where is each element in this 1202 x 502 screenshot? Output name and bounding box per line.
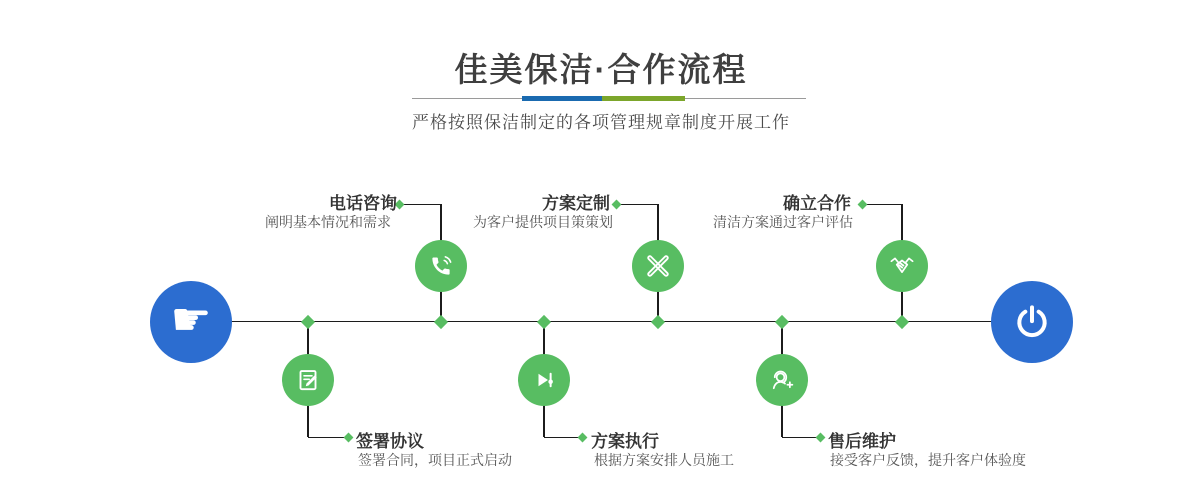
step-desc: 为客户提供项目策策划 [473,214,613,230]
step-title: 方案定制 [542,194,610,213]
step-title: 方案执行 [591,432,659,451]
step-circle-phone [415,240,467,292]
timeline-marker-diamond [537,314,551,328]
timeline-main-line [231,321,992,323]
step-title: 售后维护 [828,432,896,451]
timeline-marker-diamond [775,314,789,328]
connector-line [782,437,817,439]
step-desc: 清洁方案通过客户评估 [713,214,853,230]
timeline-marker-diamond [301,314,315,328]
label-marker-diamond [343,432,353,442]
step-circle-execute [518,354,570,406]
step-desc: 签署合同，项目正式启动 [358,452,512,468]
connector-line [544,437,579,439]
step-desc: 阐明基本情况和需求 [265,214,391,230]
title-divider [412,96,806,101]
customer-service-add-icon [767,365,797,395]
step-desc: 接受客户反馈，提升客户体验度 [830,452,1026,468]
timeline-marker-diamond [895,314,909,328]
phone-icon [426,251,456,281]
step-circle-cooperation [876,240,928,292]
step-circle-aftersale [756,354,808,406]
step-circle-sign [282,354,334,406]
play-slider-icon [529,365,559,395]
end-node [991,281,1073,363]
pointing-hand-icon: ☛ [170,293,212,345]
step-desc: 根据方案安排人员施工 [594,452,734,468]
timeline-marker-diamond [434,314,448,328]
sign-document-icon [293,365,323,395]
step-title: 确立合作 [783,194,851,213]
connector-line [866,204,902,206]
start-node [150,281,232,363]
label-marker-diamond [858,199,868,209]
pencil-ruler-icon [643,251,673,281]
step-title: 签署协议 [356,432,424,451]
label-marker-diamond [815,432,825,442]
timeline-marker-diamond [651,314,665,328]
connector-line [402,204,441,206]
power-icon [1012,302,1052,342]
step-circle-plan [632,240,684,292]
divider-blue-segment [522,96,602,101]
divider-green-segment [602,96,685,101]
page-subtitle: 严格按照保洁制定的各项管理规章制度开展工作 [412,113,790,132]
connector-line [621,204,658,206]
step-title: 电话咨询 [329,194,397,213]
label-marker-diamond [612,199,622,209]
handshake-icon [887,251,917,281]
connector-line [308,437,344,439]
page-title: 佳美保洁·合作流程 [454,51,748,88]
label-marker-diamond [577,432,587,442]
